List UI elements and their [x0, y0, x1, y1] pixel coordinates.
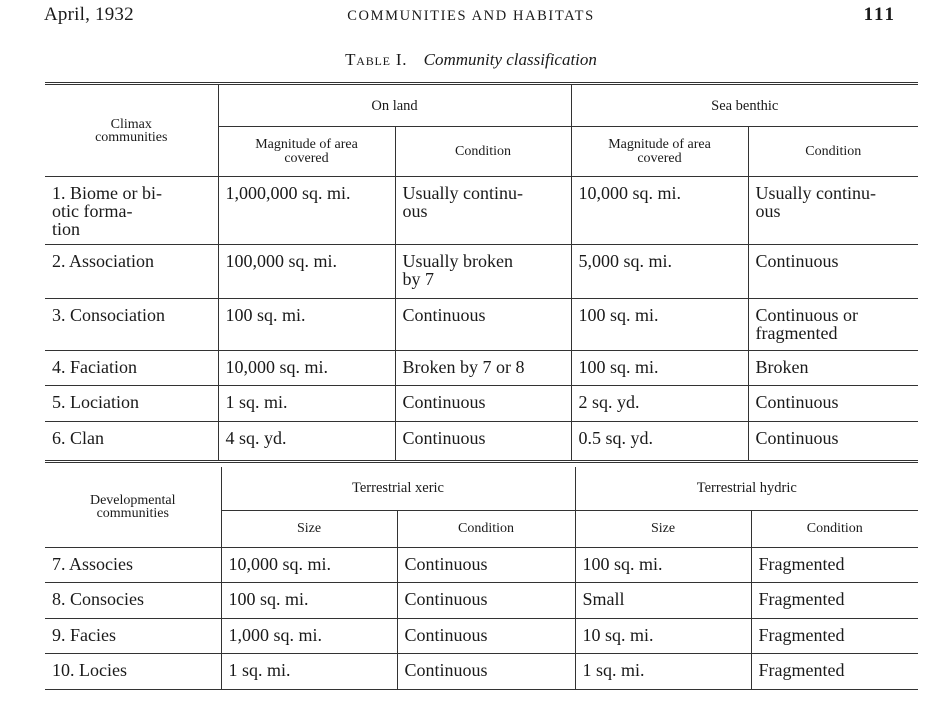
xeric-size-cell: 10,000 sq. mi.: [221, 547, 397, 582]
table-row: [45, 245, 918, 299]
land-condition-cell: Continuous: [395, 386, 571, 422]
table-caption: [0, 50, 942, 70]
xeric-condition-cell: Continuous: [397, 582, 575, 618]
table-row: [45, 653, 918, 689]
hydric-condition-cell: Fragmented: [751, 618, 918, 653]
sea-condition-cell: Broken: [748, 351, 918, 386]
land-condition-cell: Broken by 7 or 8: [395, 351, 571, 386]
community-name: 1. Biome or bi- otic forma- tion: [45, 177, 218, 245]
sea-area-cell: 0.5 sq. yd.: [571, 422, 748, 462]
hydric-size-cell: 100 sq. mi.: [575, 547, 751, 582]
column-header-hydric-size: Size: [575, 510, 751, 547]
group-header-terrestrial-xeric: Terrestrial xeric: [221, 467, 575, 510]
hydric-condition-cell: Fragmented: [751, 582, 918, 618]
community-name: 4. Faciation: [45, 351, 218, 386]
land-condition-cell: Continuous: [395, 299, 571, 351]
table-row: [45, 547, 918, 582]
land-area-cell: 100 sq. mi.: [218, 299, 395, 351]
sea-area-cell: 2 sq. yd.: [571, 386, 748, 422]
community-name: 7. Associes: [45, 547, 221, 582]
xeric-size-cell: 1,000 sq. mi.: [221, 618, 397, 653]
table-title: Community classification: [423, 50, 597, 69]
community-name: 10. Locies: [45, 653, 221, 689]
hydric-size-cell: 10 sq. mi.: [575, 618, 751, 653]
column-header-xeric-size: Size: [221, 510, 397, 547]
xeric-size-cell: 100 sq. mi.: [221, 582, 397, 618]
climax-row-header: Climax communities: [45, 84, 218, 177]
xeric-size-cell: 1 sq. mi.: [221, 653, 397, 689]
table-row: [45, 618, 918, 653]
land-area-cell: 100,000 sq. mi.: [218, 245, 395, 299]
table-row: [45, 582, 918, 618]
developmental-row-header: Developmental communities: [45, 467, 221, 547]
community-name: 9. Facies: [45, 618, 221, 653]
table-label: Table I.: [345, 50, 408, 69]
sea-area-cell: 100 sq. mi.: [571, 351, 748, 386]
page-number: 111: [863, 4, 896, 25]
land-area-cell: 4 sq. yd.: [218, 422, 395, 462]
column-header-sea-area: Magnitude of area covered: [571, 127, 748, 177]
table-row: [45, 299, 918, 351]
hydric-condition-cell: Fragmented: [751, 653, 918, 689]
sea-condition-cell: Continuous: [748, 422, 918, 462]
community-name: 3. Consociation: [45, 299, 218, 351]
community-name: 2. Association: [45, 245, 218, 299]
xeric-condition-cell: Continuous: [397, 618, 575, 653]
land-condition-cell: Continuous: [395, 422, 571, 462]
xeric-condition-cell: Continuous: [397, 547, 575, 582]
community-name: 5. Lociation: [45, 386, 218, 422]
running-head-title: COMMUNITIES AND HABITATS: [347, 8, 595, 24]
land-condition-cell: Usually continu- ous: [395, 177, 571, 245]
land-area-cell: 1 sq. mi.: [218, 386, 395, 422]
sea-condition-cell: Continuous: [748, 245, 918, 299]
sea-condition-cell: Continuous: [748, 386, 918, 422]
sea-condition-cell: Continuous or fragmented: [748, 299, 918, 351]
hydric-size-cell: 1 sq. mi.: [575, 653, 751, 689]
sea-area-cell: 5,000 sq. mi.: [571, 245, 748, 299]
community-name: 8. Consocies: [45, 582, 221, 618]
group-header-on-land: On land: [218, 84, 571, 127]
column-header-sea-condition: Condition: [748, 127, 918, 177]
sea-condition-cell: Usually continu- ous: [748, 177, 918, 245]
land-area-cell: 1,000,000 sq. mi.: [218, 177, 395, 245]
hydric-condition-cell: Fragmented: [751, 547, 918, 582]
column-header-land-condition: Condition: [395, 127, 571, 177]
xeric-condition-cell: Continuous: [397, 653, 575, 689]
column-header-hydric-condition: Condition: [751, 510, 918, 547]
hydric-size-cell: Small: [575, 582, 751, 618]
table-row: [45, 422, 918, 462]
land-area-cell: 10,000 sq. mi.: [218, 351, 395, 386]
column-header-land-area: Magnitude of area covered: [218, 127, 395, 177]
sea-area-cell: 10,000 sq. mi.: [571, 177, 748, 245]
climax-communities-table: [45, 82, 918, 463]
group-header-terrestrial-hydric: Terrestrial hydric: [575, 467, 918, 510]
table-row: [45, 177, 918, 245]
developmental-communities-table: [45, 467, 918, 690]
column-header-xeric-condition: Condition: [397, 510, 575, 547]
table-row: [45, 386, 918, 422]
land-condition-cell: Usually broken by 7: [395, 245, 571, 299]
table-row: [45, 351, 918, 386]
group-header-sea-benthic: Sea benthic: [571, 84, 918, 127]
running-head-date: April, 1932: [44, 4, 134, 25]
community-name: 6. Clan: [45, 422, 218, 462]
sea-area-cell: 100 sq. mi.: [571, 299, 748, 351]
